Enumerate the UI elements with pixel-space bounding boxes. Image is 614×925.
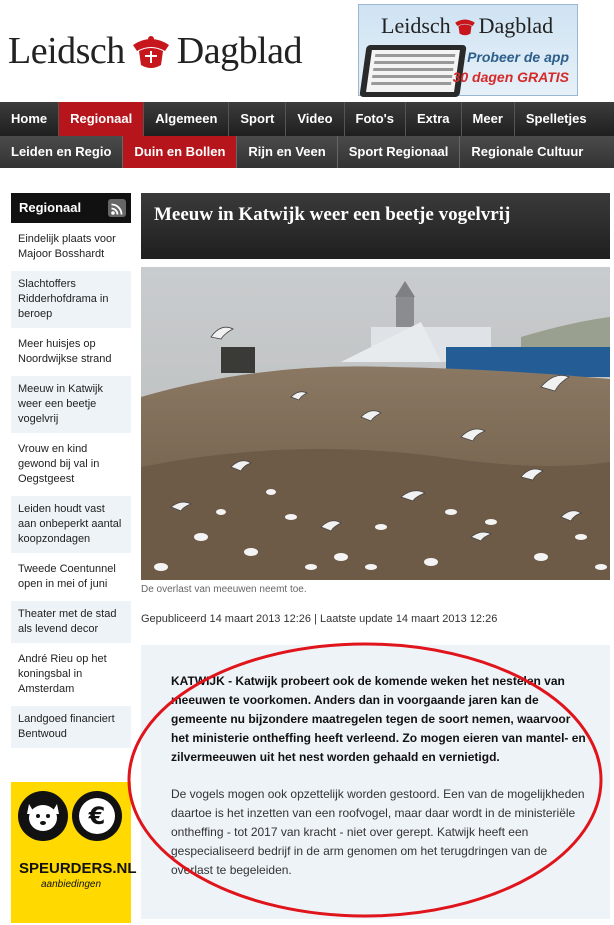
article-photo[interactable] [141, 267, 610, 580]
subnav-item-duin-en-bollen[interactable]: Duin en Bollen [123, 136, 237, 168]
site-header [0, 0, 614, 100]
nav-item-meer[interactable]: Meer [462, 102, 515, 136]
article-paragraph: De vogels mogen ook opzettelijk worden gestoord. Een van de mogelijkheden daartoe is het inzetten van een roofvogel, maar daar wordt in de ministeriële ontheffing - tot 2017 van kracht - niet over gerept. Katwijk heeft een gespecialiseerd bedrijf in de arm genomen om het terugdringen van de overlast te begeleiden. [171, 787, 585, 877]
sidebar-item[interactable]: Slachtoffers Ridderhofdrama in beroep [11, 271, 131, 328]
sidebar-item[interactable]: Eindelijk plaats voor Majoor Bosshardt [11, 226, 131, 268]
nav-item-video[interactable]: Video [286, 102, 344, 136]
ad-line-2: 30 dagen GRATIS [452, 69, 569, 85]
logo-text-left: Leidsch [8, 30, 125, 72]
nav-item-regionaal[interactable]: Regionaal [59, 102, 144, 136]
photo-caption: De overlast van meeuwen neemt toe. [141, 584, 307, 595]
sidebar-item[interactable]: André Rieu op het koningsbal in Amsterdam [11, 646, 131, 703]
ad-brand-left: Leidsch [381, 13, 451, 38]
rss-icon[interactable] [108, 199, 126, 217]
subnav-item-regionale-cultuur[interactable]: Regionale Cultuur [471, 144, 584, 159]
subnav-item-sport-regionaal[interactable]: Sport Regionaal [338, 136, 461, 168]
promo-subtitle: aanbiedingen [41, 879, 102, 890]
svg-text:€: € [88, 802, 106, 830]
sidebar-list [11, 226, 131, 748]
sidebar-item[interactable]: Theater met de stad als levend decor [11, 601, 131, 643]
article-meta: Gepubliceerd 14 maart 2013 12:26 | Laatste update 14 maart 2013 12:26 [141, 613, 498, 625]
sidebar-item[interactable]: Leiden houdt vast aan onbeperkt aantal koopzondagen [11, 496, 131, 553]
ad-line-1: Probeer de app [467, 49, 569, 65]
ad-brand [381, 13, 553, 39]
nav-item-sport[interactable]: Sport [229, 102, 286, 136]
tablet-image [359, 45, 466, 97]
subnav-item-rijn-en-veen[interactable]: Rijn en Veen [237, 136, 337, 168]
sidebar-item[interactable]: Meeuw in Katwijk weer een beetje vogelvrij [11, 376, 131, 433]
sidebar-item[interactable]: Landgoed financiert Bentwoud [11, 706, 131, 748]
logo-text-right: Dagblad [176, 30, 303, 72]
subnav-item-leiden-en-regio[interactable]: Leiden en Regio [0, 136, 123, 168]
article-body [141, 645, 610, 919]
nav-item-home[interactable]: Home [0, 102, 59, 136]
article-title-bar [141, 193, 610, 259]
sidebar-item[interactable]: Vrouw en kind gewond bij val in Oegstgeest [11, 436, 131, 493]
app-ad-banner[interactable] [358, 4, 578, 96]
promo-name: SPEURDERS.NL [19, 860, 137, 877]
nav-item-algemeen[interactable]: Algemeen [144, 102, 229, 136]
article-lead: KATWIJK - Katwijk probeert ook de komende weken het nestelen van meeuwen te voorkomen. Anders dan in voorgaande jaren kan de gemeente nu bijzondere maatregelen tegen de soort nemen, waarvoor het ministerie ontheffing heeft verleend. Zo mogen eieren van mantel- en zilvermeeuwen uit het nest worden gehaald en vernietigd. [171, 674, 586, 764]
secondary-nav [0, 136, 614, 168]
sidebar-header [11, 193, 131, 223]
sidebar-item[interactable]: Meer huisjes op Noordwijkse strand [11, 331, 131, 373]
sidebar-title: Regionaal [19, 200, 82, 215]
seagulls-beach-image [141, 267, 610, 580]
crest-icon [129, 31, 173, 71]
sidebar-item[interactable]: Tweede Coentunnel open in mei of juni [11, 556, 131, 598]
site-logo[interactable] [8, 28, 302, 74]
article-title: Meeuw in Katwijk weer een beetje vogelvrij [154, 204, 511, 225]
nav-item-extra[interactable]: Extra [406, 102, 462, 136]
nav-item-fotos[interactable]: Foto's [345, 102, 406, 136]
sidebar [11, 193, 131, 748]
euro-icon [71, 790, 123, 842]
crest-icon [453, 15, 477, 37]
primary-nav [0, 102, 614, 136]
promo-icons [17, 790, 123, 842]
pet-icon [17, 790, 69, 842]
ad-brand-right: Dagblad [478, 13, 554, 38]
speurders-promo[interactable] [11, 782, 137, 923]
nav-item-spelletjes[interactable]: Spelletjes [525, 111, 587, 126]
